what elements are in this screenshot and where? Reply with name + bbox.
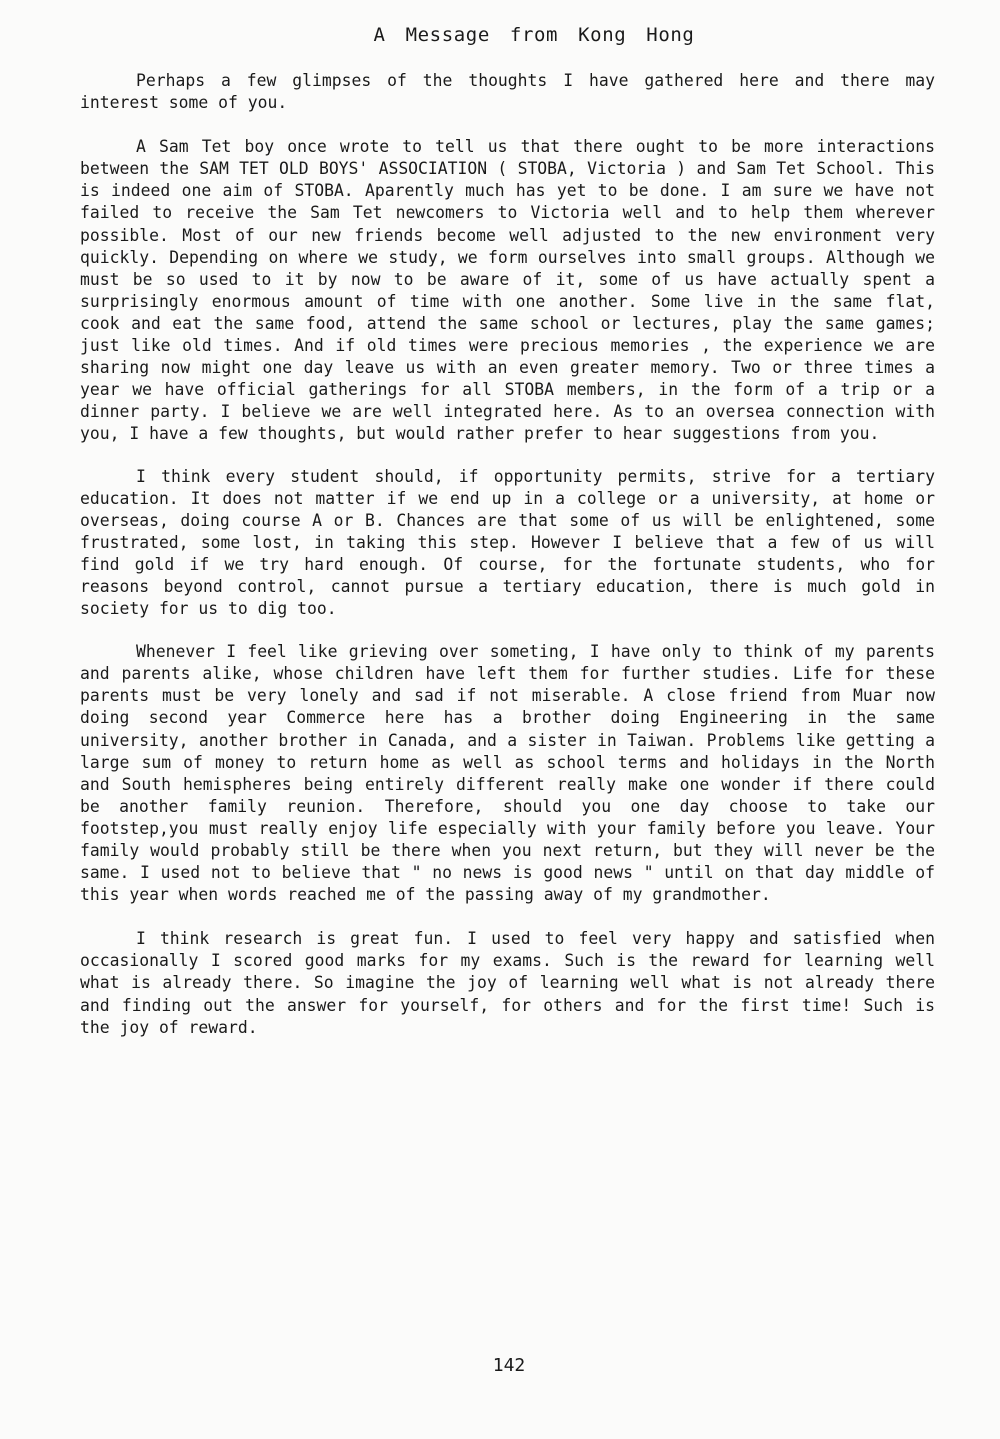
paragraph-tertiary-education: I think every student should, if opportunity permits, strive for a tertiary education. It does not matter if we end up in a college or a university, at home or overseas, doing course A or B. Chances are that some of us will be enlightened, some frustrated, some lost, in taking this step. However I believe that a few of us will find gold if we try hard enough. Of course, for the fortunate students, who for reasons beyond control, cannot pursue a tertiary education, there is much gold in society for us to dig too. <box>80 466 935 619</box>
paragraph-research: I think research is great fun. I used to feel very happy and satisfied when occasionally I scored good marks for my exams. Such is the reward for learning well what is already there. So imagine the joy of learning well what is not already there and finding out the answer for yourself, for others and for the first time! Such is the joy of reward. <box>80 929 935 1037</box>
paragraph-intro: Perhaps a few glimpses of the thoughts I have gathered here and there may interest some of you. <box>80 71 935 113</box>
paragraph-parents: Whenever I feel like grieving over someting, I have only to think of my parents and parents alike, whose children have left them for further studies. Life for these parents must be very lonely and sad if not miserable. A close friend from Muar now doing second year Commerce here has a brother doing Engineering in the same university, another brother in Canada, and a sister in Taiwan. Problems like getting a large sum of money to return home as well as school terms and holidays in the North and South hemispheres being entirely different really make one wonder if there could be another family reunion. Therefore, should you one day choose to take our footstep,you must really enjoy life especially with your family before you leave. Your family would probably still be there when you next return, but they will never be the same. I used not to believe that " no news is good news " until on that day middle of this year when words reached me of the passing away of my grandmother. <box>80 642 935 905</box>
page-number: 142 <box>492 1355 526 1376</box>
paragraph-stoba: A Sam Tet boy once wrote to tell us that there ought to be more interactions between the SAM TET OLD BOYS' ASSOCIATION ( STOBA, Victoria ) and Sam Tet School. This is indeed one aim of STOBA. Aparently much has yet to be done. I am sure we have not failed to receive the Sam Tet newcomers to Victoria well and to help them wherever possible. Most of our new friends become well adjusted to the new environment very quickly. Depending on where we study, we form ourselves into small groups. Although we must be so used to it by now to be aware of it, some of us have actually spent a surprisingly enormous amount of time with one another. Some live in the same flat, cook and eat the same food, attend the same school or lectures, play the same games; just like old times. And if old times were precious memories , the experience we are sharing now might one day leave us with an even greater memory. Two or three times a year we have official gatherings for all STOBA members, in the form of a trip or a dinner party. I believe we are well integrated here. As to an oversea connection with you, I have a few thoughts, but would rather prefer to hear suggestions from you. <box>80 137 935 444</box>
message-body <box>80 70 935 1059</box>
page-title: A Message from Kong Hong <box>373 24 695 46</box>
